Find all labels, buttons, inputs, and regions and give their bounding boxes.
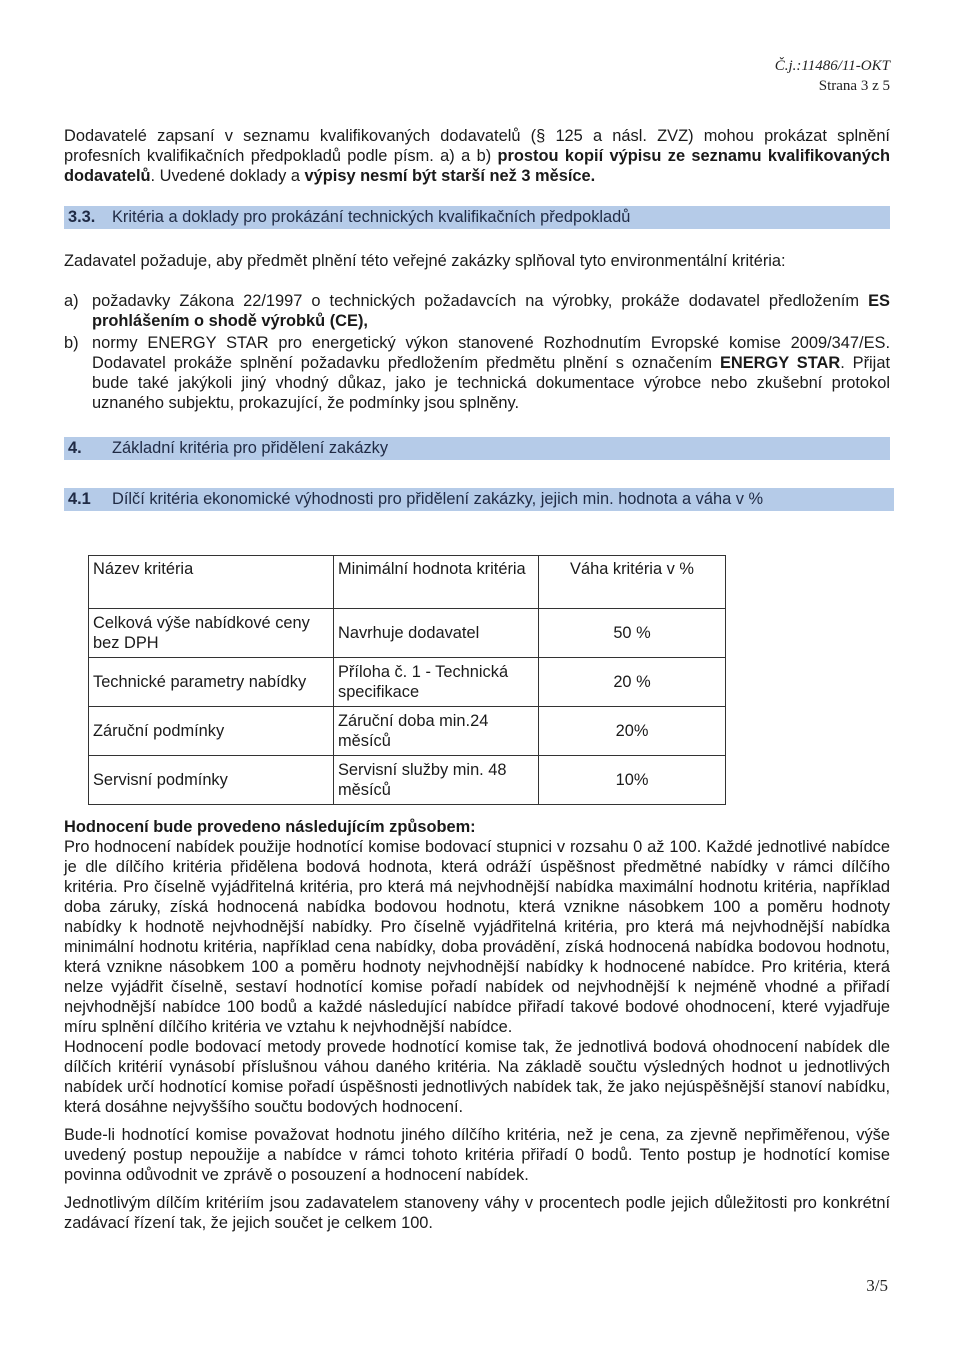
- table-cell: 20%: [539, 707, 726, 756]
- section-title: Dílčí kritéria ekonomické výhodnosti pro přidělení zakázky, jejich min. hodnota a váha v %: [112, 490, 764, 508]
- list-item-text-after: . Přijat bude také jakýkoli jiný vhodný důkaz, jako je technická dokumentace výrobce nebo zkušební protokol uznaného subjektu, prokazující, že podmínky jsou splněny.: [92, 354, 890, 412]
- intro-bold-copy: prostou kopií výpisu ze seznamu kvalifikovaných dodavatelů: [64, 147, 890, 185]
- table-cell: Technické parametry nabídky: [89, 658, 334, 707]
- table-cell: Navrhuje dodavatel: [334, 609, 539, 658]
- list-item-bold: ES prohlášením o shodě výrobků (CE),: [92, 292, 890, 330]
- page-indicator: Strana 3 z 5: [818, 78, 890, 94]
- list-item: [64, 333, 890, 413]
- table-row: [89, 707, 726, 756]
- table-header-row: [89, 556, 726, 609]
- section-title: Kritéria a doklady pro prokázání technických kvalifikačních předpokladů: [112, 208, 631, 226]
- section-number: 4.1: [68, 490, 91, 508]
- page-header: [775, 56, 890, 96]
- evaluation-paragraph: Jednotlivým dílčím kritériím jsou zadavatelem stanoveny váhy v procentech podle jejich důležitosti pro konkrétní zadávací řízení tak, že jejich součet je celkem 100.: [64, 1194, 890, 1232]
- table-cell: Příloha č. 1 - Technická specifikace: [334, 658, 539, 707]
- criteria-table: [88, 555, 726, 805]
- list-item-bold: ENERGY STAR: [719, 354, 841, 372]
- table-cell: 10%: [539, 756, 726, 805]
- table-row: [89, 609, 726, 658]
- evaluation-title: Hodnocení bude provedeno následujícím způsobem:: [64, 818, 476, 836]
- section-number: 3.3.: [68, 208, 96, 226]
- list-item: [64, 291, 890, 331]
- section-title: Základní kritéria pro přidělení zakázky: [112, 439, 389, 457]
- requirement-paragraph: Zadavatel požaduje, aby předmět plnění této veřejné zakázky splňoval tyto environmentální kritéria:: [64, 252, 786, 270]
- intro-paragraph: [64, 126, 890, 186]
- document-body: [64, 126, 890, 1233]
- evaluation-paragraph: Hodnocení podle bodovací metody provede hodnotící komise tak, že jednotlivá bodová ohodnocení nabídek dle dílčích kritérií vynásobí příslušnou váhou daného kritéria. Na základě součtu výsledných hodnot u jednotlivých nabídek určí hodnotící komise pořadí úspěšnosti jednotlivých nabídek tak, že jako nejúspěšnější stanoví nabídku, která dosáhne nejvyššího součtu bodových hodnocení.: [64, 1038, 890, 1116]
- section-4-1-heading: [64, 488, 894, 511]
- evaluation-paragraph: Pro hodnocení nabídek použije hodnotící komise bodovací stupnici v rozsahu 0 až 100. Každé jednotlivé nabídce je dle dílčího kritéria přidělena bodová hodnota, která odráží úspěšnost předmětné nabídky v rámci dílčího kritéria. Pro číselně vyjádřitelná kritéria, pro která má nejvhodnější nabídka maximální hodnotu kritéria, například doba záruky, získá hodnocená nabídka bodovou hodnotu, která vznikne násobkem 100 a poměru hodnoty nabídky k hodnotě nejvhodnější nabídky. Pro číselně vyjádřitelná kritéria, pro která má nejvhodnější nabídka minimální hodnotu kritéria, například cena nabídky, doba provádění, získá hodnocená nabídka bodovou hodnotu, která vznikne násobkem 100 a poměru hodnoty nejvhodnější nabídky k hodnocené nabídce. Pro kritéria, která nelze vyjádřit číselně, sestaví hodnotící komise pořadí nabídek od nejvhodnější k nejméně vhodné a přiřadí nejvhodnější nabídce 100 bodů a každé následující nabídce přiřadí takové bodové ohodnocení, které vyjadřuje míru splnění dílčího kritéria ve vztahu k nejvhodnější nabídce.: [64, 838, 890, 1036]
- criteria-list: [64, 291, 890, 413]
- column-header-minimum: Minimální hodnota kritéria: [334, 556, 539, 609]
- list-item-text: normy ENERGY STAR pro energetický výkon stanovené Rozhodnutím Evropské komise 2009/347/ES. Dodavatel prokáže splnění požadavku předložením předmětu plnění s označením: [92, 334, 890, 372]
- section-3-3-heading: [64, 206, 890, 229]
- list-marker: a): [64, 292, 79, 310]
- page-number: 3/5: [866, 1276, 888, 1295]
- intro-text-2: . Uvedené doklady a: [150, 167, 305, 185]
- table-row: [89, 658, 726, 707]
- reference-number: Č.j.:11486/11-OKT: [774, 58, 890, 74]
- table-cell: Servisní služby min. 48 měsíců: [334, 756, 539, 805]
- column-header-weight: Váha kritéria v %: [539, 556, 726, 609]
- table-cell: Servisní podmínky: [89, 756, 334, 805]
- table-row: [89, 756, 726, 805]
- section-number: 4.: [68, 439, 82, 457]
- list-marker: b): [64, 334, 79, 352]
- intro-bold-age: výpisy nesmí být starší než 3 měsíce.: [304, 167, 596, 185]
- intro-text: Dodavatelé zapsaní v seznamu kvalifikovaných dodavatelů (§ 125 a násl. ZVZ) mohou prokázat splnění profesních kvalifikačních předpokladů podle písm. a) a b): [64, 127, 890, 165]
- table-cell: 50 %: [539, 609, 726, 658]
- list-item-text: požadavky Zákona 22/1997 o technických požadavcích na výrobky, prokáže dodavatel předložením: [92, 292, 869, 310]
- table-cell: Celková výše nabídkové ceny bez DPH: [89, 609, 334, 658]
- section-4-heading: [64, 437, 890, 460]
- table-cell: Záruční podmínky: [89, 707, 334, 756]
- table-cell: 20 %: [539, 658, 726, 707]
- evaluation-paragraph: Bude-li hodnotící komise považovat hodnotu jiného dílčího kritéria, než je cena, za zjevně nepřiměřenou, výše uvedený postup nepoužije a nabídce v rámci tohoto kritéria přiřadí 0 bodů. Tento postup je hodnotící komise povinna odůvodnit ve zprávě o posouzení a hodnocení nabídek.: [64, 1126, 890, 1184]
- column-header-name: Název kritéria: [89, 556, 334, 609]
- table-cell: Záruční doba min.24 měsíců: [334, 707, 539, 756]
